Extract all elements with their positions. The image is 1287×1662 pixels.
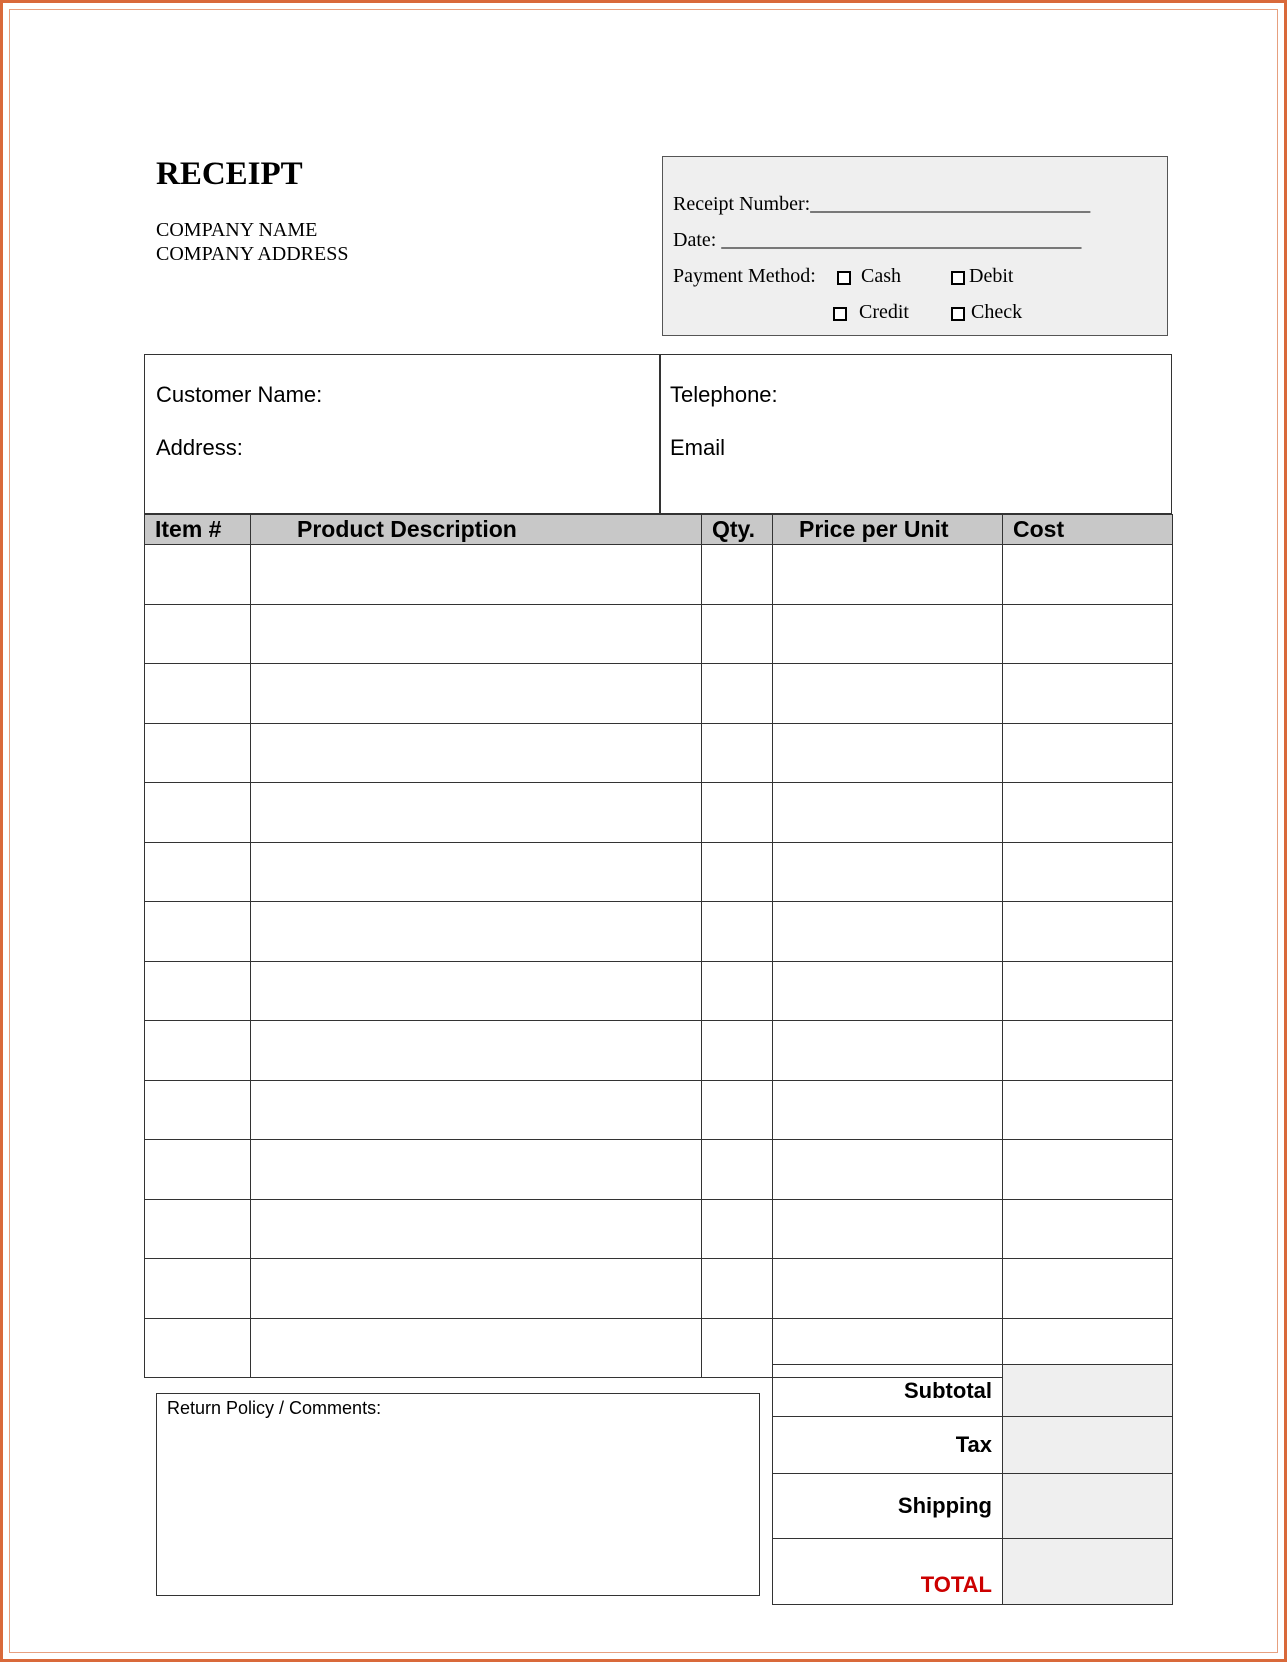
shipping-label: Shipping	[773, 1474, 1003, 1539]
price-cell[interactable]	[773, 842, 1003, 902]
receipt-info-box	[662, 156, 1168, 336]
item-cell[interactable]	[145, 1318, 251, 1378]
price-cell[interactable]	[773, 1259, 1003, 1319]
receipt-number-field[interactable]: ____________________________	[810, 193, 1091, 215]
check-checkbox[interactable]	[951, 307, 965, 321]
table-row	[145, 1021, 1173, 1081]
price-cell[interactable]	[773, 1021, 1003, 1081]
description-cell[interactable]	[251, 664, 702, 724]
cost-cell[interactable]	[1003, 1199, 1173, 1259]
table-row	[145, 842, 1173, 902]
cost-cell[interactable]	[1003, 1140, 1173, 1200]
price-cell[interactable]	[773, 604, 1003, 664]
item-cell[interactable]	[145, 783, 251, 843]
item-cell[interactable]	[145, 545, 251, 605]
date-field[interactable]: ____________________________________	[721, 229, 1082, 251]
item-cell[interactable]	[145, 664, 251, 724]
tax-row	[773, 1417, 1173, 1474]
table-row	[145, 1080, 1173, 1140]
table-row	[145, 545, 1173, 605]
items-header-row	[145, 515, 1173, 545]
subtotal-label: Subtotal	[773, 1365, 1003, 1417]
debit-checkbox[interactable]	[951, 271, 965, 285]
table-row	[145, 902, 1173, 962]
qty-cell[interactable]	[702, 1140, 773, 1200]
col-header-description: Product Description	[251, 515, 702, 545]
credit-checkbox[interactable]	[833, 307, 847, 321]
price-cell[interactable]	[773, 783, 1003, 843]
table-row	[145, 1140, 1173, 1200]
tax-label: Tax	[773, 1417, 1003, 1474]
item-cell[interactable]	[145, 902, 251, 962]
subtotal-row	[773, 1365, 1173, 1417]
cost-cell[interactable]	[1003, 902, 1173, 962]
shipping-value[interactable]	[1003, 1474, 1173, 1539]
subtotal-value[interactable]	[1003, 1365, 1173, 1417]
qty-cell[interactable]	[702, 902, 773, 962]
table-row	[145, 961, 1173, 1021]
cost-cell[interactable]	[1003, 842, 1173, 902]
comments-label: Return Policy / Comments:	[167, 1398, 382, 1418]
receipt-number-line	[673, 193, 1090, 216]
customer-name-label: Customer Name:	[156, 382, 323, 407]
cost-cell[interactable]	[1003, 961, 1173, 1021]
description-cell[interactable]	[251, 842, 702, 902]
total-label: TOTAL	[773, 1539, 1003, 1605]
cash-label: Cash	[861, 265, 901, 287]
cost-cell[interactable]	[1003, 1259, 1173, 1319]
price-cell[interactable]	[773, 545, 1003, 605]
items-body	[145, 545, 1173, 1378]
qty-cell[interactable]	[702, 1318, 773, 1378]
cost-cell[interactable]	[1003, 604, 1173, 664]
item-cell[interactable]	[145, 842, 251, 902]
check-label: Check	[971, 301, 1023, 323]
price-cell[interactable]	[773, 664, 1003, 724]
description-cell[interactable]	[251, 723, 702, 783]
description-cell[interactable]	[251, 1021, 702, 1081]
item-cell[interactable]	[145, 723, 251, 783]
items-table	[144, 514, 1173, 1378]
customer-info-box	[144, 354, 1172, 514]
shipping-row	[773, 1474, 1173, 1539]
qty-cell[interactable]	[702, 723, 773, 783]
totals-table	[772, 1364, 1173, 1605]
description-cell[interactable]	[251, 1080, 702, 1140]
description-cell[interactable]	[251, 1259, 702, 1319]
email-label: Email	[670, 435, 726, 460]
item-cell[interactable]	[145, 1021, 251, 1081]
description-cell[interactable]	[251, 545, 702, 605]
total-row	[773, 1539, 1173, 1605]
address-label: Address:	[156, 435, 243, 460]
item-cell[interactable]	[145, 604, 251, 664]
debit-label: Debit	[969, 265, 1014, 287]
description-cell[interactable]	[251, 783, 702, 843]
receipt-number-label: Receipt Number:	[673, 193, 811, 215]
qty-cell[interactable]	[702, 1199, 773, 1259]
telephone-label: Telephone:	[670, 382, 778, 407]
tax-value[interactable]	[1003, 1417, 1173, 1474]
comments-box[interactable]	[156, 1393, 760, 1596]
credit-label: Credit	[859, 301, 909, 323]
cost-cell[interactable]	[1003, 1021, 1173, 1081]
qty-cell[interactable]	[702, 961, 773, 1021]
price-cell[interactable]	[773, 902, 1003, 962]
receipt-title: RECEIPT	[156, 156, 303, 192]
col-header-qty: Qty.	[702, 515, 773, 545]
qty-cell[interactable]	[702, 664, 773, 724]
table-row	[145, 1199, 1173, 1259]
cost-cell[interactable]	[1003, 783, 1173, 843]
description-cell[interactable]	[251, 1140, 702, 1200]
cost-cell[interactable]	[1003, 545, 1173, 605]
qty-cell[interactable]	[702, 604, 773, 664]
price-cell[interactable]	[773, 723, 1003, 783]
item-cell[interactable]	[145, 1199, 251, 1259]
item-cell[interactable]	[145, 961, 251, 1021]
customer-divider	[659, 355, 661, 513]
description-cell[interactable]	[251, 604, 702, 664]
cost-cell[interactable]	[1003, 1080, 1173, 1140]
qty-cell[interactable]	[702, 1021, 773, 1081]
company-name: COMPANY NAME	[156, 219, 318, 241]
price-cell[interactable]	[773, 961, 1003, 1021]
col-header-item: Item #	[145, 515, 251, 545]
table-row	[145, 604, 1173, 664]
qty-cell[interactable]	[702, 842, 773, 902]
price-cell[interactable]	[773, 1140, 1003, 1200]
cost-cell[interactable]	[1003, 664, 1173, 724]
payment-method-label: Payment Method:	[673, 265, 816, 287]
table-row	[145, 1259, 1173, 1319]
total-value[interactable]	[1003, 1539, 1173, 1605]
item-cell[interactable]	[145, 1140, 251, 1200]
cash-checkbox[interactable]	[837, 271, 851, 285]
item-cell[interactable]	[145, 1080, 251, 1140]
col-header-price: Price per Unit	[773, 515, 1003, 545]
qty-cell[interactable]	[702, 1259, 773, 1319]
qty-cell[interactable]	[702, 545, 773, 605]
description-cell[interactable]	[251, 902, 702, 962]
col-header-cost: Cost	[1003, 515, 1173, 545]
date-line	[673, 229, 1081, 252]
price-cell[interactable]	[773, 1199, 1003, 1259]
date-label: Date:	[673, 229, 717, 251]
company-address: COMPANY ADDRESS	[156, 243, 349, 265]
price-cell[interactable]	[773, 1080, 1003, 1140]
cost-cell[interactable]	[1003, 723, 1173, 783]
table-row	[145, 723, 1173, 783]
table-row	[145, 664, 1173, 724]
item-cell[interactable]	[145, 1259, 251, 1319]
qty-cell[interactable]	[702, 1080, 773, 1140]
description-cell[interactable]	[251, 1199, 702, 1259]
description-cell[interactable]	[251, 1318, 702, 1378]
qty-cell[interactable]	[702, 783, 773, 843]
table-row	[145, 783, 1173, 843]
description-cell[interactable]	[251, 961, 702, 1021]
